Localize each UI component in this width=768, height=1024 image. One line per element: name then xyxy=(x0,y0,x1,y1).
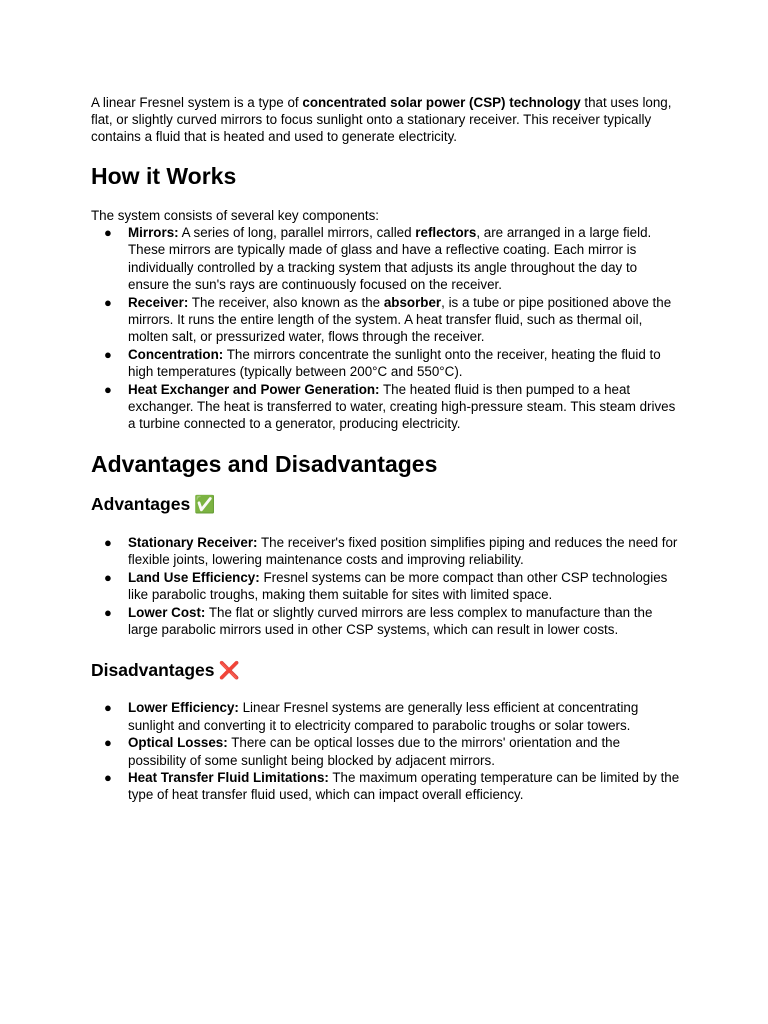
bullet: ● xyxy=(104,604,112,620)
heading-how-it-works: How it Works xyxy=(91,163,237,189)
components-lead: The system consists of several key components: xyxy=(91,208,380,223)
bullet: ● xyxy=(104,225,112,240)
bullet: ● xyxy=(104,534,112,550)
list-item-lower-cost: ● Lower Cost: The flat or slightly curved mirrors are less complex to manufacture than the large parabolic mirrors used in other CSP systems, which can result in lower costs. xyxy=(104,604,653,637)
bullet: ● xyxy=(104,569,112,585)
intro-paragraph: A linear Fresnel system is a type of concentrated solar power (CSP) technology that uses long, flat, or slightly curved mirrors to focus sunlight onto a stationary receiver. This receiver typically contains a fluid that is heated and used to generate electricity. xyxy=(91,95,672,144)
list-item-mirrors: ● Mirrors: A series of long, parallel mirrors, called reflectors, are arranged in a large field. These mirrors are typically made of glass and have a reflective coating. Each mirror is individually controlled by a tracking system that adjusts its angle throughout the day to ensure the sun's rays are continuously focused on the receiver. xyxy=(104,225,652,293)
heading-advantages-disadvantages: Advantages and Disadvantages xyxy=(91,450,438,477)
bullet: ● xyxy=(104,381,112,397)
list-item-heat-exchanger: ● Heat Exchanger and Power Generation: The heated fluid is then pumped to a heat exchanger. The heat is transferred to water, creating high-pressure steam. This steam drives a turbine connected to a generator, producing electricity. xyxy=(104,381,676,432)
bullet: ● xyxy=(104,346,112,362)
check-mark-icon: ✅ xyxy=(194,494,216,515)
bullet: ● xyxy=(104,294,112,310)
bullet: ● xyxy=(104,735,112,751)
list-item-concentration: ● Concentration: The mirrors concentrate the sunlight onto the receiver, heating the fluid to high temperatures (typically between 200°C and 550°C). xyxy=(104,346,661,380)
disadvantages-list xyxy=(91,699,680,803)
list-item-receiver: ● Receiver: The receiver, also known as the absorber, is a tube or pipe positioned above the mirrors. It runs the entire length of the system. A heat transfer fluid, such as thermal oil, molten salt, or pressurized water, flows through the receiver. xyxy=(104,294,672,345)
heading-advantages: Advantages ✅ xyxy=(91,493,216,515)
heading-disadvantages: Disadvantages ❌ xyxy=(91,660,240,682)
list-item-fluid-limitations: ● Heat Transfer Fluid Limitations: The maximum operating temperature can be limited by the type of heat transfer fluid used, which can impact overall efficiency. xyxy=(104,769,680,803)
components-list xyxy=(91,224,680,433)
cross-mark-icon: ❌ xyxy=(218,661,240,682)
list-item-stationary-receiver: ● Stationary Receiver: The receiver's fixed position simplifies piping and reduces the need for flexible joints, lowering maintenance costs and improving reliability. xyxy=(104,534,678,568)
list-item-lower-efficiency: ● Lower Efficiency: Linear Fresnel systems are generally less efficient at concentrating sunlight and converting it to electricity compared to parabolic troughs or solar towers. xyxy=(104,700,639,733)
bullet: ● xyxy=(104,769,112,785)
bullet: ● xyxy=(104,700,112,716)
advantages-list xyxy=(91,534,680,638)
list-item-land-use-efficiency: ● Land Use Efficiency: Fresnel systems can be more compact than other CSP technologies like parabolic troughs, making them suitable for sites with limited space. xyxy=(104,569,668,603)
list-item-optical-losses: ● Optical Losses: There can be optical losses due to the mirrors' orientation and the possibility of some sunlight being blocked by adjacent mirrors. xyxy=(104,735,621,768)
